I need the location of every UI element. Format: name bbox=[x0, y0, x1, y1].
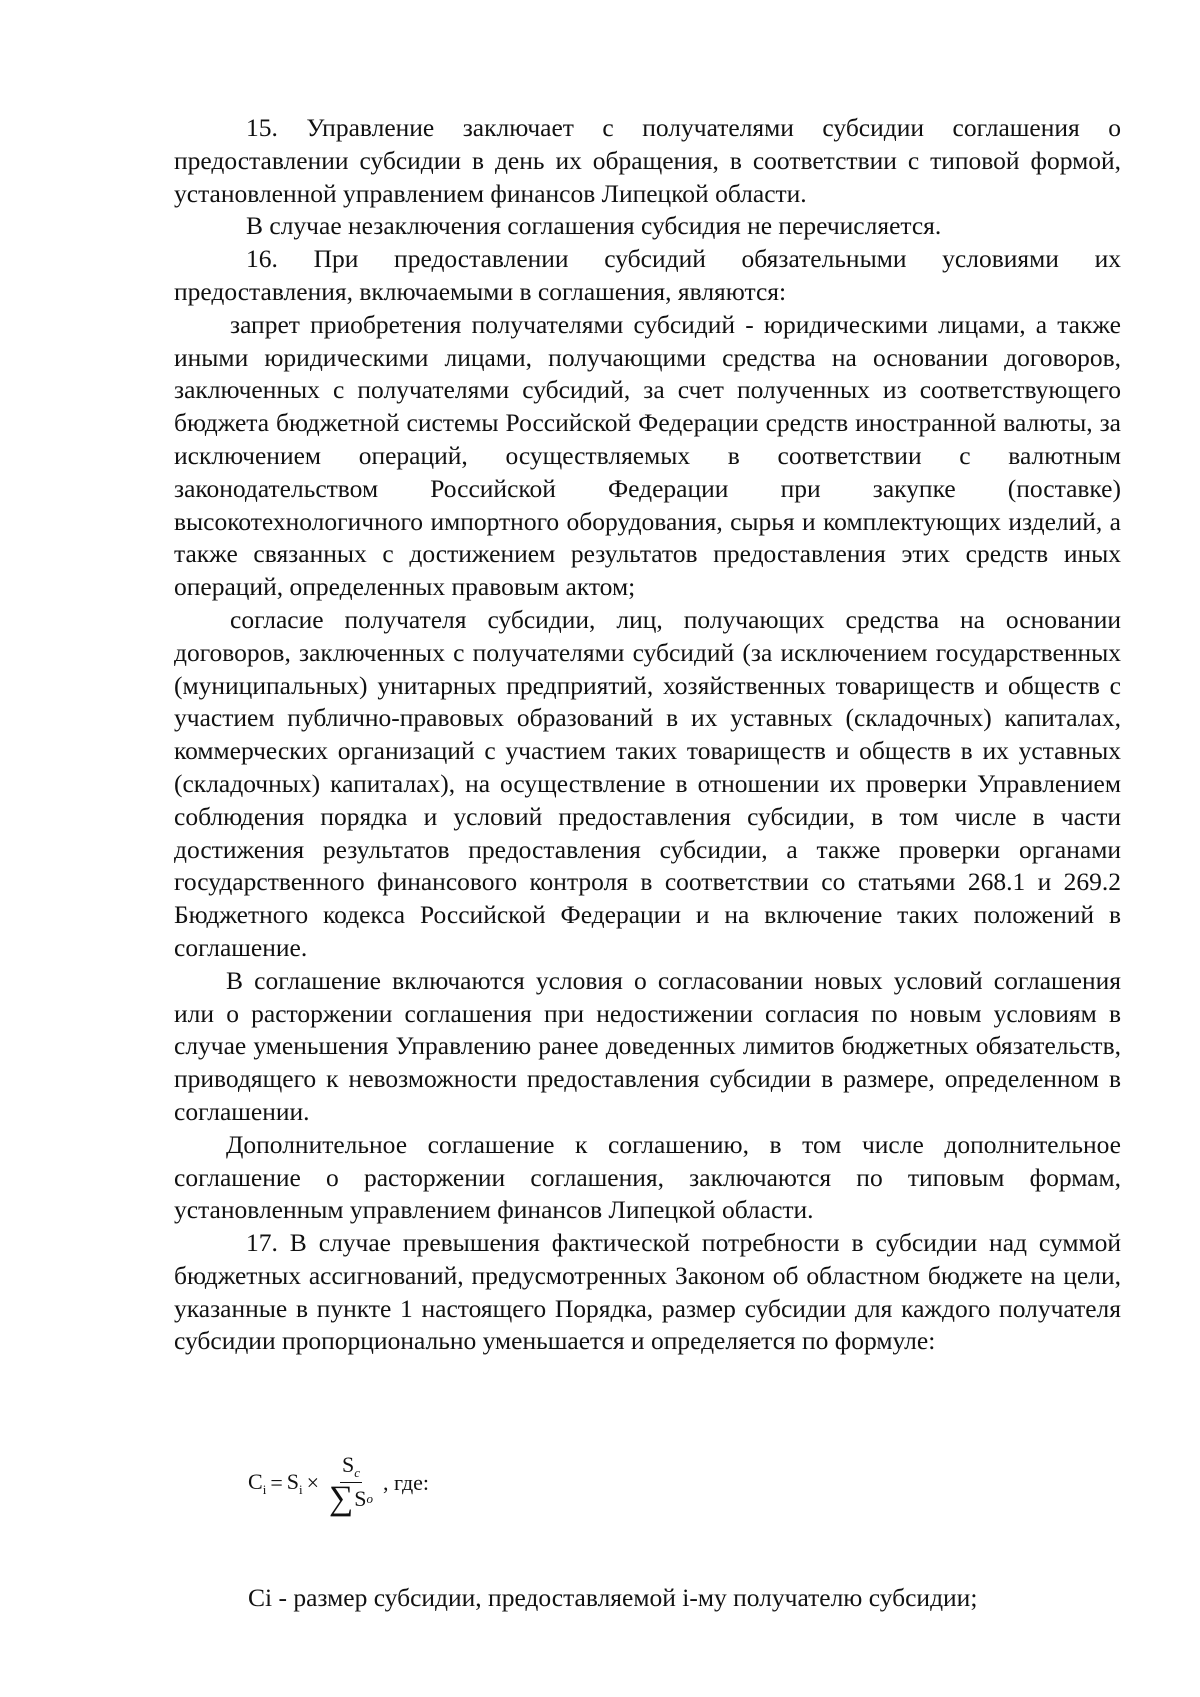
paragraph-consent: согласие получателя субсидии, лиц, получающих средства на основании договоров, заключенных с получателями субсидий (за исключением государственных (муниципальных) унитарных предприятий, хозяйственных товариществ и обществ с участием публично-правовых образований в их уставных (складочных) капиталах, коммерческих организаций с участием таких товариществ и обществ в их уставных (складочных) капиталах), на осуществление в отношении их проверки Управлением соблюдения порядка и условий предоставления субсидии, в том числе в части достижения результатов предоставления субсидии, а также проверки органами государственного финансового контроля в соответствии со статьями 268.1 и 269.2 Бюджетного кодекса Российской Федерации и на включение таких положений в соглашение. bbox=[174, 604, 1121, 962]
document-body bbox=[174, 112, 1121, 1358]
paragraph-no-agreement: В случае незаключения соглашения субсидия не перечисляется. bbox=[246, 211, 942, 241]
formula-denominator: ∑ S o bbox=[329, 1480, 374, 1517]
paragraph-additional-agreement: Дополнительное соглашение к соглашению, в том числе дополнительное соглашение о расторжении соглашения, заключаются по типовым формам, установленным управлением финансов Липецкой области. bbox=[174, 1129, 1121, 1225]
formula-lhs: $C_i$ bbox=[248, 1468, 267, 1497]
paragraph-17: 17. В случае превышения фактической потребности в субсидии над суммой бюджетных ассигнований, предусмотренных Законом об областном бюджете на цели, указанные в пункте 1 настоящего Порядка, размер субсидии для каждого получателя субсидии пропорционально уменьшается и определяется по формуле: bbox=[174, 1228, 1121, 1356]
formula-equals: = bbox=[270, 1470, 283, 1495]
paragraph-16: 16. При предоставлении субсидий обязательными условиями их предоставления, включаемыми в соглашения, являются: bbox=[174, 244, 1121, 306]
sum-symbol: ∑ bbox=[329, 1480, 354, 1517]
formula-where: , где: bbox=[383, 1470, 430, 1495]
definition-ci: Ci - размер субсидии, предоставляемой i-му получателю субсидии; bbox=[248, 1583, 978, 1612]
subsidy-formula bbox=[248, 1452, 430, 1517]
formula-fraction bbox=[329, 1452, 374, 1517]
formula-times: × bbox=[306, 1470, 320, 1495]
formula-numerator: $S_c$ bbox=[340, 1452, 362, 1483]
paragraph-new-conditions: В соглашение включаются условия о согласовании новых условий соглашения или о расторжении соглашения при недостижении согласия по новым условиям в случае уменьшения Управлению ранее доведенных лимитов бюджетных обязательств, приводящего к невозможности предоставления субсидии в размере, определенном в соглашении. bbox=[174, 965, 1121, 1126]
paragraph-currency-ban: запрет приобретения получателями субсидий - юридическими лицами, а также иными юридическими лицами, получающими средства на основании договоров, заключенных с получателями субсидий, за счет полученных из соответствующего бюджета бюджетной системы Российской Федерации средств иностранной валюты, за исключением операций, осуществляемых в соответствии с валютным законодательством Российской Федерации при закупке (поставке) высокотехнологичного импортного оборудования, сырья и комплектующих изделий, а также связанных с достижением результатов предоставления этих средств иных операций, определенных правовым актом; bbox=[174, 309, 1121, 602]
formula-factor: $S_i$ bbox=[286, 1468, 303, 1497]
paragraph-15: 15. Управление заключает с получателями субсидии соглашения о предоставлении субсидии в день их обращения, в соответствии с типовой формой, установленной управлением финансов Липецкой области. bbox=[174, 113, 1121, 208]
